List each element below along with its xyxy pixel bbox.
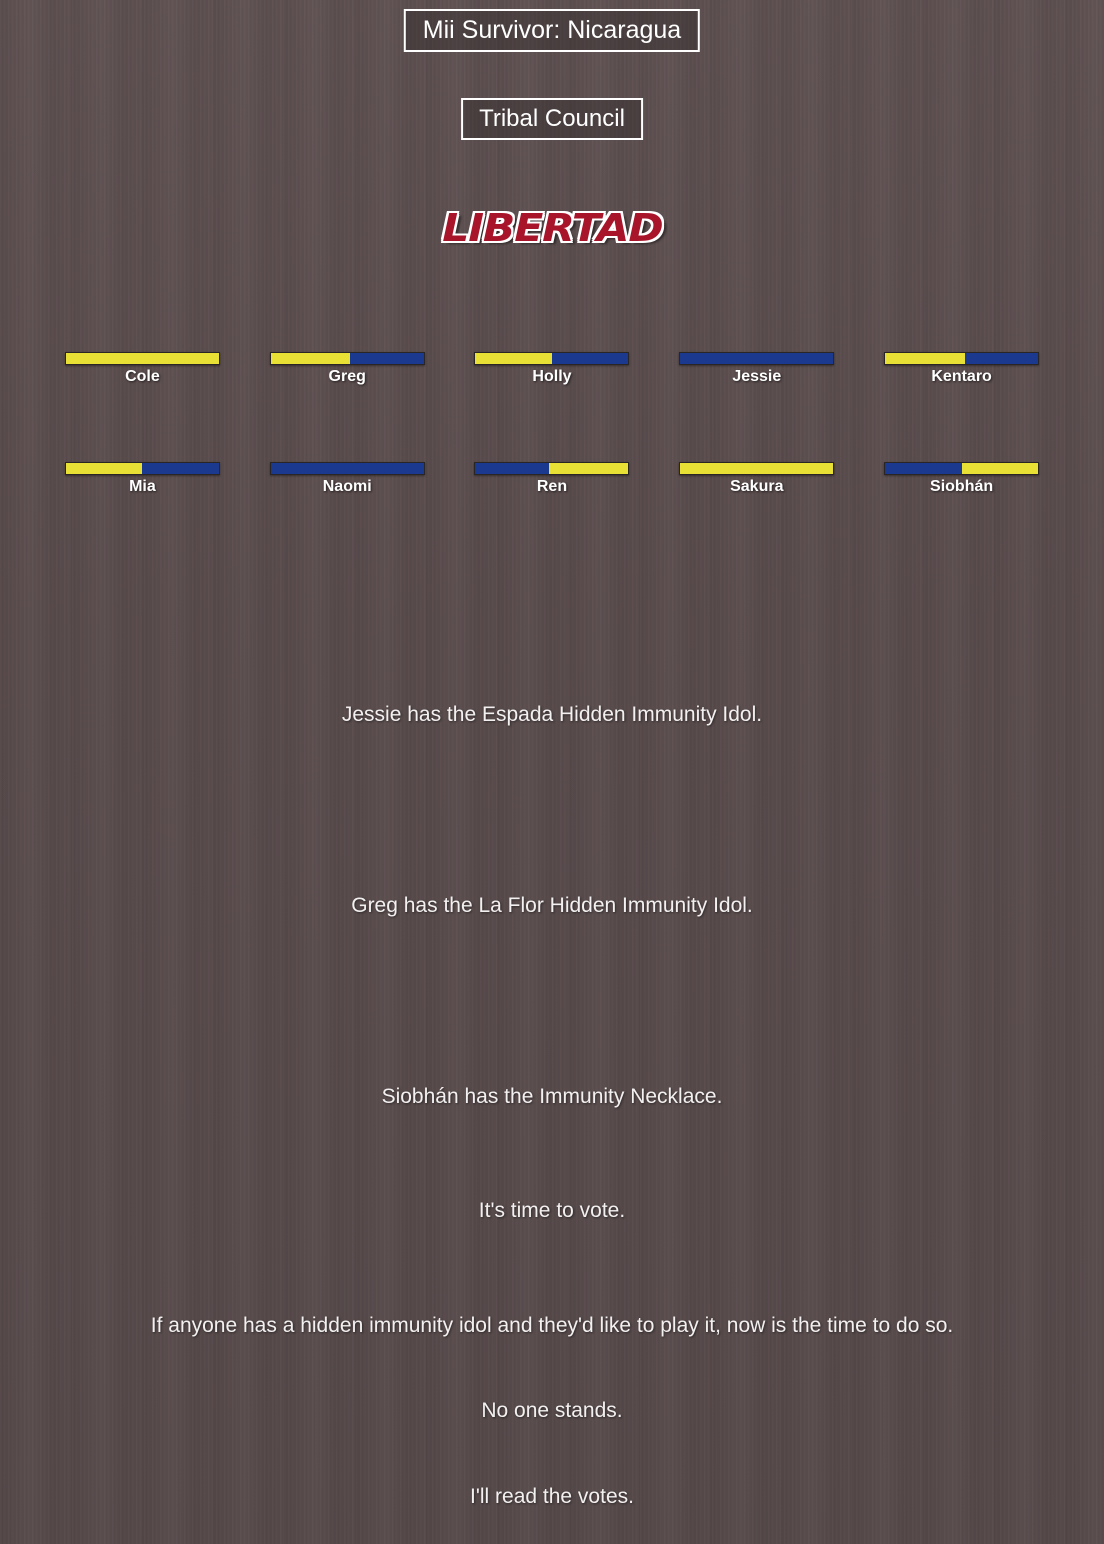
buff-segment xyxy=(66,353,219,364)
tribe-buff-icon xyxy=(270,462,425,475)
tribe-buff-icon xyxy=(65,352,220,365)
buff-segment xyxy=(680,353,833,364)
dialogue-line: Greg has the La Flor Hidden Immunity Idol. xyxy=(351,894,753,917)
dialogue-line: No one stands. xyxy=(481,1399,623,1422)
dialogue-line: If anyone has a hidden immunity idol and they'd like to play it, now is the time to do so. xyxy=(150,1314,954,1337)
cast-member[interactable] xyxy=(450,462,655,496)
buff-segment xyxy=(549,463,629,474)
cast-member-name: Sakura xyxy=(730,478,784,495)
phase-title: Tribal Council xyxy=(461,98,643,140)
dialogue-line: Jessie has the Espada Hidden Immunity Idol. xyxy=(341,703,763,726)
cast-member-name: Greg xyxy=(328,368,366,385)
episode-title: Mii Survivor: Nicaragua xyxy=(404,9,700,52)
tribe-buff-icon xyxy=(679,462,834,475)
dialogue-line: Siobhán has the Immunity Necklace. xyxy=(381,1085,723,1108)
buff-segment xyxy=(66,463,143,474)
tribe-buff-icon xyxy=(884,352,1039,365)
cast-grid xyxy=(40,352,1064,572)
cast-member[interactable] xyxy=(859,462,1064,496)
cast-member[interactable] xyxy=(654,352,859,386)
tribe-logo xyxy=(0,206,1104,250)
cast-member-name: Mia xyxy=(129,478,156,495)
buff-segment xyxy=(962,463,1039,474)
cast-member-name: Naomi xyxy=(322,478,372,495)
buff-segment xyxy=(885,353,965,364)
dialogue-line: I'll read the votes. xyxy=(470,1485,634,1508)
cast-member[interactable] xyxy=(40,462,245,496)
cast-member-name: Siobhán xyxy=(930,478,994,495)
buff-segment xyxy=(885,463,962,474)
tribe-buff-icon xyxy=(474,352,629,365)
dialogue-line: It's time to vote. xyxy=(478,1199,626,1222)
cast-member[interactable] xyxy=(245,352,450,386)
buff-segment xyxy=(142,463,219,474)
buff-segment xyxy=(965,353,1038,364)
cast-member[interactable] xyxy=(450,352,655,386)
cast-member-name: Ren xyxy=(536,478,568,495)
tribe-buff-icon xyxy=(884,462,1039,475)
buff-segment xyxy=(475,353,552,364)
buff-segment xyxy=(552,353,629,364)
cast-member[interactable] xyxy=(40,352,245,386)
cast-member[interactable] xyxy=(654,462,859,496)
tribe-buff-icon xyxy=(270,352,425,365)
cast-member[interactable] xyxy=(859,352,1064,386)
cast-member-name: Jessie xyxy=(732,368,782,385)
cast-member-name: Kentaro xyxy=(931,368,992,385)
cast-member-name: Cole xyxy=(125,368,160,385)
tribe-buff-icon xyxy=(679,352,834,365)
buff-segment xyxy=(475,463,548,474)
buff-segment xyxy=(350,353,423,364)
buff-segment xyxy=(271,353,351,364)
buff-segment xyxy=(680,463,833,474)
buff-segment xyxy=(271,463,424,474)
tribe-buff-icon xyxy=(474,462,629,475)
cast-member[interactable] xyxy=(245,462,450,496)
cast-member-name: Holly xyxy=(532,368,572,385)
tribe-buff-icon xyxy=(65,462,220,475)
tribe-logo-text: LIBERTAD xyxy=(441,206,663,250)
